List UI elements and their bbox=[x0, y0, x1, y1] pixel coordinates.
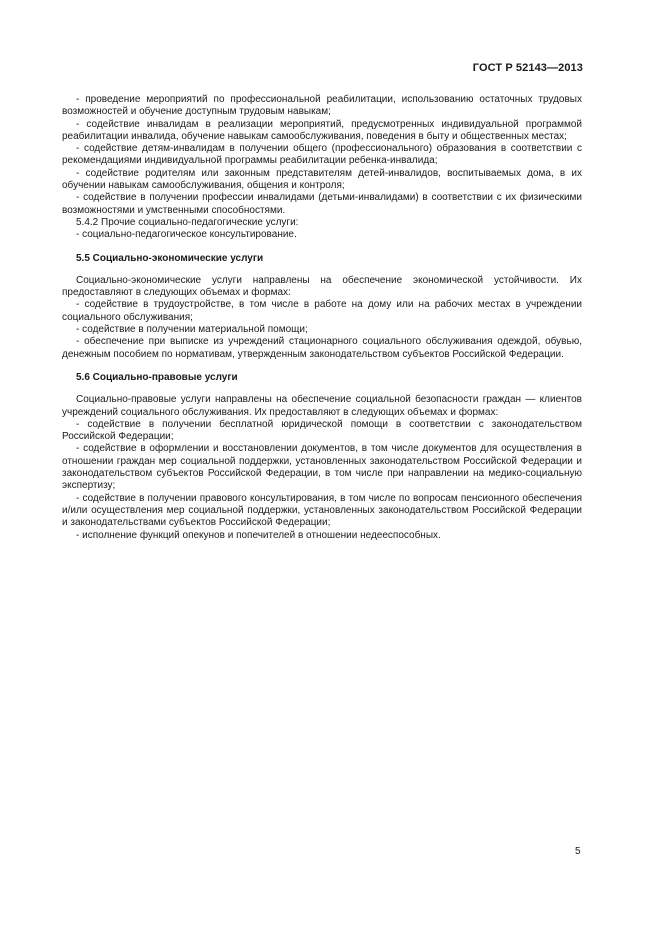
paragraph: - содействие в получении бесплатной юридической помощи в соответствии с законодательством Российской Федерации; bbox=[62, 418, 582, 443]
paragraph: Социально-правовые услуги направлены на обеспечение социальной безопасности граждан — клиентов учреждений социального обслуживания. Их предоставляют в следующих объемах и формах: bbox=[62, 394, 582, 418]
paragraph: - социально-педагогическое консультирование. bbox=[76, 229, 297, 241]
paragraph: - содействие инвалидам в реализации мероприятий, предусмотренных индивидуальной программой реабилитации инвалида, обучение навыкам самообслуживания, поведения в быту и общественных местах; bbox=[62, 118, 582, 142]
paragraph: - содействие в оформлении и восстановлении документов, в том числе документов для осуществления в отношении граждан мер социальной поддержки, установленных законодательством Российской Федерации и законодательством субъектов Российской Федерации, в том числе при направлении на медико-социальную экспертизу; bbox=[62, 443, 582, 492]
section-heading-5-5: 5.5 Социально-экономические услуги bbox=[76, 252, 264, 264]
paragraph: - содействие в получении правового консультирования, в том числе по вопросам пенсионного обеспечения и/или осуществления мер социальной поддержки, установленных законодательством Российской Федерации и законодательствами субъектов Российской Федерации; bbox=[62, 492, 582, 529]
document-body bbox=[62, 94, 582, 542]
document-id-header: ГОСТ Р 52143—2013 bbox=[472, 62, 583, 74]
paragraph: Социально-экономические услуги направлены на обеспечение экономической устойчивости. Их предоставляют в следующих объемах и формах: bbox=[62, 274, 582, 299]
section-heading-5-6: 5.6 Социально-правовые услуги bbox=[76, 371, 238, 383]
paragraph: - обеспечение при выписке из учреждений стационарного социального обслуживания одеждой, обувью, денежным пособием по нормативам, утвержденным законодательством субъектов Российской Федерации. bbox=[62, 336, 582, 360]
paragraph: - проведение мероприятий по профессиональной реабилитации, использованию остаточных трудовых возможностей и обучение доступным трудовым навыкам; bbox=[62, 94, 582, 118]
paragraph: - содействие в получении материальной помощи; bbox=[76, 324, 308, 336]
paragraph: - содействие в получении профессии инвалидами (детьми-инвалидами) в соответствии с их физическими возможностями и умственными способностями. bbox=[62, 192, 582, 216]
paragraph: - содействие родителям или законным представителям детей-инвалидов, воспитываемых дома, в их обучении навыкам самообслуживания, общения и контроля; bbox=[62, 167, 582, 192]
page-number: 5 bbox=[575, 846, 581, 857]
subsection-heading: 5.4.2 Прочие социально-педагогические услуги: bbox=[76, 216, 299, 228]
paragraph: - исполнение функций опекунов и попечителей в отношении недееспособных. bbox=[76, 529, 441, 541]
paragraph: - содействие детям-инвалидам в получении общего (профессионального) образования в соответствии с рекомендациями индивидуальной программы реабилитации ребенка-инвалида; bbox=[62, 143, 582, 167]
paragraph: - содействие в трудоустройстве, в том числе в работе на дому или на рабочих местах в учреждении социального обслуживания; bbox=[62, 299, 582, 323]
